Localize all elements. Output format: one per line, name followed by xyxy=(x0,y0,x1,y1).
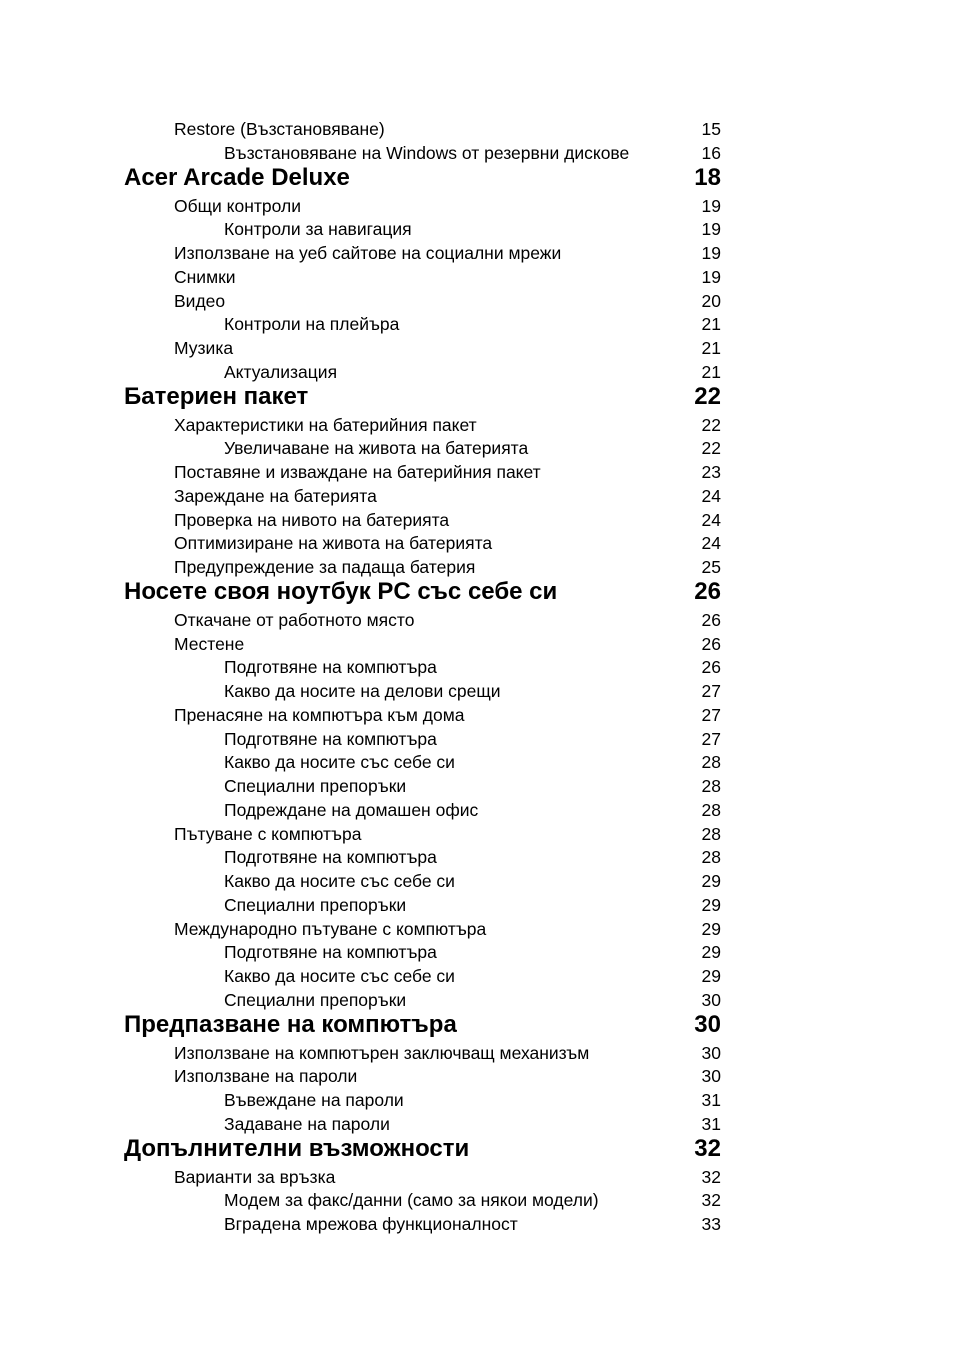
toc-entry-title: Подготвяне на компютъра xyxy=(224,942,437,963)
toc-entry-page-number: 18 xyxy=(694,163,721,191)
toc-section[interactable] xyxy=(0,555,954,579)
table-of-contents xyxy=(0,117,954,1236)
toc-entry-title: Какво да носите със себе си xyxy=(224,871,455,891)
toc-section[interactable] xyxy=(0,460,954,484)
toc-entry-title: Откачане от работното място xyxy=(174,609,415,630)
toc-entry-page-number: 32 xyxy=(694,1134,721,1162)
toc-entry-page-number: 29 xyxy=(701,894,721,915)
toc-entry-page-number: 27 xyxy=(701,728,721,749)
toc-entry-page-number: 28 xyxy=(701,752,721,773)
toc-entry-page-number: 24 xyxy=(701,533,721,554)
toc-section[interactable] xyxy=(0,508,954,532)
toc-entry-page-number: 15 xyxy=(701,119,721,139)
toc-entry-title: Контроли на плейъра xyxy=(224,314,400,335)
toc-entry-page-number: 29 xyxy=(701,871,721,891)
toc-entry-title: Пренасяне на компютъра към дома xyxy=(174,704,465,725)
toc-subsection[interactable] xyxy=(0,727,954,751)
toc-entry-page-number: 21 xyxy=(701,361,721,382)
toc-subsection[interactable] xyxy=(0,1112,954,1136)
toc-entry-page-number: 30 xyxy=(701,1066,721,1087)
toc-subsection[interactable] xyxy=(0,679,954,703)
toc-entry-title: Специални препоръки xyxy=(224,894,407,915)
toc-entry-title: Проверка на нивото на батерията xyxy=(174,509,450,530)
toc-entry-title: Подготвяне на компютъра xyxy=(224,657,437,678)
toc-section[interactable] xyxy=(0,1041,954,1065)
toc-subsection[interactable] xyxy=(0,655,954,679)
toc-entry-page-number: 21 xyxy=(701,314,721,335)
toc-entry-title: Контроли за навигация xyxy=(224,219,412,240)
toc-entry-page-number: 19 xyxy=(701,266,721,287)
toc-entry-page-number: 22 xyxy=(694,382,721,410)
toc-entry-page-number: 25 xyxy=(701,557,721,577)
toc-section[interactable] xyxy=(0,1064,954,1088)
toc-entry-page-number: 26 xyxy=(701,633,721,654)
toc-entry-page-number: 29 xyxy=(701,942,721,963)
toc-entry-page-number: 29 xyxy=(701,966,721,986)
toc-subsection[interactable] xyxy=(0,774,954,798)
toc-entry-title: Специални препоръки xyxy=(224,989,407,1010)
toc-entry-title: Оптимизиране на живота на батерията xyxy=(174,533,493,554)
toc-subsection[interactable] xyxy=(0,141,954,165)
toc-chapter[interactable] xyxy=(0,165,954,194)
toc-subsection[interactable] xyxy=(0,869,954,893)
toc-section[interactable] xyxy=(0,336,954,360)
toc-entry-page-number: 30 xyxy=(701,1042,721,1063)
toc-entry-title: Задаване на пароли xyxy=(224,1113,390,1134)
toc-subsection[interactable] xyxy=(0,798,954,822)
toc-entry-title: Предупреждение за падаща батерия xyxy=(174,557,476,577)
toc-section[interactable] xyxy=(0,413,954,437)
toc-subsection[interactable] xyxy=(0,940,954,964)
toc-entry-title: Използване на компютърен заключващ механизъм xyxy=(174,1042,590,1063)
toc-entry-title: Подготвяне на компютъра xyxy=(224,728,437,749)
toc-subsection[interactable] xyxy=(0,750,954,774)
toc-entry-page-number: 22 xyxy=(701,414,721,435)
toc-section[interactable] xyxy=(0,703,954,727)
toc-entry-page-number: 26 xyxy=(694,577,721,605)
toc-entry-page-number: 29 xyxy=(701,918,721,939)
toc-entry-page-number: 23 xyxy=(701,462,721,482)
toc-subsection[interactable] xyxy=(0,988,954,1012)
toc-entry-page-number: 27 xyxy=(701,681,721,701)
toc-entry-title: Батериен пакет xyxy=(124,382,309,410)
toc-entry-title: Общи контроли xyxy=(174,195,302,216)
toc-entry-title: Въвеждане на пароли xyxy=(224,1090,404,1110)
toc-entry-title: Използване на пароли xyxy=(174,1066,358,1087)
toc-entry-page-number: 32 xyxy=(701,1166,721,1187)
toc-subsection[interactable] xyxy=(0,436,954,460)
toc-subsection[interactable] xyxy=(0,1212,954,1236)
toc-entry-title: Варианти за връзка xyxy=(174,1166,336,1187)
toc-section[interactable] xyxy=(0,1165,954,1189)
toc-entry-title: Какво да носите със себе си xyxy=(224,752,455,773)
toc-section[interactable] xyxy=(0,289,954,313)
toc-entry-title: Модем за факс/данни (само за някои модели) xyxy=(224,1190,599,1211)
toc-chapter[interactable] xyxy=(0,384,954,413)
toc-chapter[interactable] xyxy=(0,579,954,608)
toc-entry-title: Характеристики на батерийния пакет xyxy=(174,414,477,435)
toc-subsection[interactable] xyxy=(0,217,954,241)
toc-entry-page-number: 22 xyxy=(701,438,721,459)
toc-entry-page-number: 19 xyxy=(701,243,721,263)
toc-entry-page-number: 28 xyxy=(701,847,721,868)
toc-entry-page-number: 27 xyxy=(701,704,721,725)
toc-entry-page-number: 28 xyxy=(701,823,721,844)
toc-entry-title: Използване на уеб сайтове на социални мрежи xyxy=(174,243,562,263)
toc-entry-title: Какво да носите на делови срещи xyxy=(224,681,501,701)
toc-entry-title: Допълнителни възможности xyxy=(124,1134,470,1162)
toc-entry-page-number: 30 xyxy=(694,1010,721,1038)
toc-entry-title: Специални препоръки xyxy=(224,776,407,796)
toc-entry-title: Увеличаване на живота на батерията xyxy=(224,438,529,459)
toc-section[interactable] xyxy=(0,917,954,941)
toc-section[interactable] xyxy=(0,822,954,846)
toc-entry-page-number: 24 xyxy=(701,509,721,530)
toc-entry-page-number: 26 xyxy=(701,609,721,630)
toc-entry-page-number: 28 xyxy=(701,799,721,820)
toc-entry-page-number: 19 xyxy=(701,195,721,216)
toc-entry-page-number: 21 xyxy=(701,338,721,358)
toc-entry-title: Международно пътуване с компютъра xyxy=(174,918,487,939)
toc-section[interactable] xyxy=(0,117,954,141)
toc-section[interactable] xyxy=(0,241,954,265)
toc-entry-title: Музика xyxy=(174,338,234,358)
toc-entry-title: Подреждане на домашен офис xyxy=(224,799,479,820)
toc-entry-title: Зареждане на батерията xyxy=(174,485,377,506)
toc-subsection[interactable] xyxy=(0,312,954,336)
toc-subsection[interactable] xyxy=(0,360,954,384)
toc-entry-page-number: 19 xyxy=(701,219,721,240)
toc-entry-page-number: 31 xyxy=(701,1090,721,1110)
toc-entry-title: Restore (Възстановяване) xyxy=(174,119,385,139)
toc-entry-page-number: 20 xyxy=(701,290,721,311)
toc-entry-title: Вградена мрежова функционалност xyxy=(224,1214,518,1234)
toc-section[interactable] xyxy=(0,531,954,555)
toc-entry-page-number: 16 xyxy=(701,142,721,163)
toc-entry-page-number: 24 xyxy=(701,485,721,506)
toc-entry-title: Носете своя ноутбук PC със себе си xyxy=(124,577,558,605)
toc-entry-page-number: 33 xyxy=(701,1214,721,1234)
toc-entry-page-number: 26 xyxy=(701,657,721,678)
toc-entry-page-number: 31 xyxy=(701,1113,721,1134)
toc-entry-title: Предпазване на компютъра xyxy=(124,1010,457,1038)
toc-section[interactable] xyxy=(0,484,954,508)
toc-entry-title: Подготвяне на компютъра xyxy=(224,847,437,868)
toc-entry-title: Актуализация xyxy=(224,361,338,382)
toc-section[interactable] xyxy=(0,608,954,632)
toc-subsection[interactable] xyxy=(0,845,954,869)
toc-section[interactable] xyxy=(0,632,954,656)
toc-entry-title: Възстановяване на Windows от резервни дискове xyxy=(224,142,630,163)
toc-entry-title: Поставяне и изваждане на батерийния пакет xyxy=(174,462,541,482)
toc-subsection[interactable] xyxy=(0,964,954,988)
toc-subsection[interactable] xyxy=(0,893,954,917)
toc-entry-title: Снимки xyxy=(174,266,236,287)
toc-entry-title: Какво да носите със себе си xyxy=(224,966,455,986)
toc-entry-page-number: 28 xyxy=(701,776,721,796)
toc-entry-title: Acer Arcade Deluxe xyxy=(124,163,350,191)
toc-section[interactable] xyxy=(0,265,954,289)
toc-entry-page-number: 32 xyxy=(701,1190,721,1211)
toc-subsection[interactable] xyxy=(0,1088,954,1112)
toc-entry-title: Пътуване с компютъра xyxy=(174,823,362,844)
toc-entry-title: Видео xyxy=(174,290,226,311)
toc-chapter[interactable] xyxy=(0,1136,954,1165)
toc-entry-page-number: 30 xyxy=(701,989,721,1010)
toc-entry-title: Местене xyxy=(174,633,245,654)
toc-section[interactable] xyxy=(0,194,954,218)
toc-chapter[interactable] xyxy=(0,1012,954,1041)
toc-subsection[interactable] xyxy=(0,1188,954,1212)
